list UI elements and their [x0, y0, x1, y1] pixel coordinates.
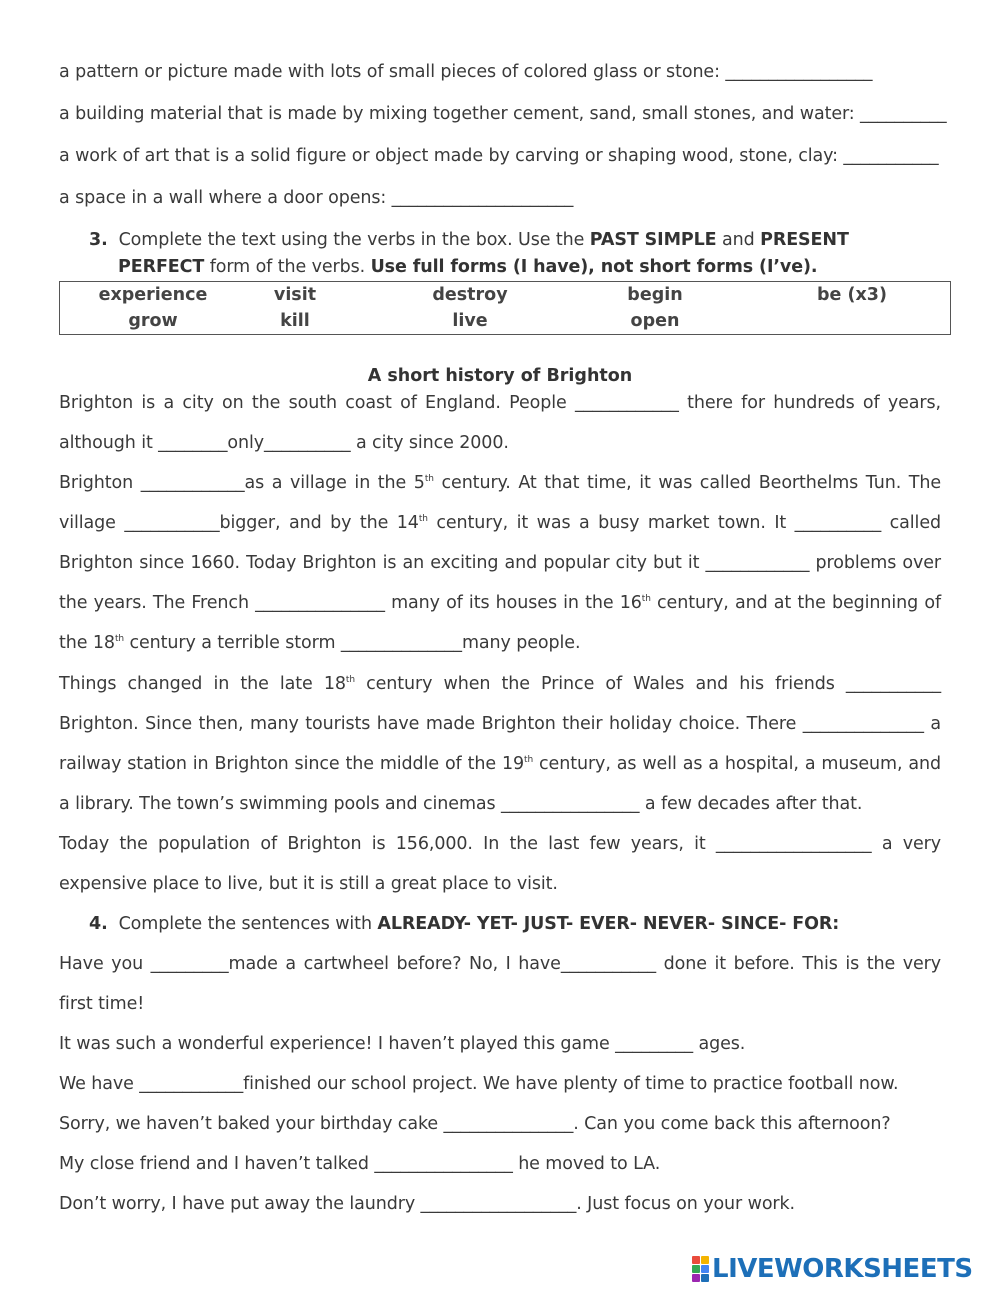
text-line: Brighton is a city on the south coast of England. People ____________ there for hundreds of years,: [59, 393, 941, 413]
text-line: although it ________only__________ a city since 2000.: [59, 433, 509, 453]
exercise-3-instruction-line1: 3. Complete the text using the verbs in the box. Use the PAST SIMPLE and PRESENT: [89, 230, 849, 250]
text-line: Things changed in the late 18th century when the Prince of Wales and his friends ___________: [59, 674, 942, 694]
sentence: first time!: [59, 994, 145, 1014]
logo-text: LIVEWORKSHEETS: [712, 1254, 973, 1284]
verb-box-cell: begin: [627, 285, 683, 305]
verb-box-cell: open: [630, 311, 680, 331]
text-line: a library. The town’s swimming pools and cinemas ________________ a few decades after that.: [59, 794, 863, 814]
definition-2: a building material that is made by mixing together cement, sand, small stones, and water: __________: [59, 104, 947, 124]
sentence: Have you _________made a cartwheel before? No, I have___________ done it before. This is the very: [59, 954, 941, 974]
verb-box-cell: live: [452, 311, 488, 331]
sentence: We have ____________finished our school project. We have plenty of time to practice football now.: [59, 1074, 899, 1094]
verb-box: [59, 281, 951, 335]
text-line: village ___________bigger, and by the 14th century, it was a busy market town. It __________ called: [59, 513, 941, 533]
text-line: the years. The French _______________ many of its houses in the 16th century, and at the beginning of: [59, 593, 942, 613]
exercise-3-instruction-line2: PERFECT form of the verbs. Use full forms (I have), not short forms (I’ve).: [118, 257, 818, 277]
text-line: expensive place to live, but it is still a great place to visit.: [59, 874, 558, 894]
text-line: railway station in Brighton since the middle of the 19th century, as well as a hospital, a museum, and: [59, 754, 941, 774]
sentence: It was such a wonderful experience! I haven’t played this game _________ ages.: [59, 1034, 746, 1054]
sentence: Don’t worry, I have put away the laundry __________________. Just focus on your work.: [59, 1194, 796, 1214]
text-line: Brighton since 1660. Today Brighton is an exciting and popular city but it ____________ problems over: [59, 553, 941, 573]
definition-4: a space in a wall where a door opens: _____________________: [59, 188, 574, 208]
liveworksheets-logo[interactable]: [692, 1254, 973, 1284]
logo-icon: [692, 1256, 709, 1282]
text-title: A short history of Brighton: [367, 366, 633, 386]
text-line: Today the population of Brighton is 156,000. In the last few years, it __________________ a very: [59, 834, 941, 854]
exercise-3-number: 3.: [89, 230, 108, 250]
text-line: Brighton ____________as a village in the 5th century. At that time, it was called Beorthelms Tun. The: [59, 473, 942, 493]
verb-box-cell: kill: [280, 311, 310, 331]
verb-box-cell: experience: [98, 285, 208, 305]
text-line: Brighton. Since then, many tourists have made Brighton their holiday choice. There ______________ a: [59, 714, 941, 734]
sentence: Sorry, we haven’t baked your birthday cake _______________. Can you come back this afternoon?: [59, 1114, 891, 1134]
exercise-4-number: 4.: [89, 914, 108, 934]
exercise-4-instruction: 4. Complete the sentences with ALREADY- YET- JUST- EVER- NEVER- SINCE- FOR:: [89, 914, 840, 934]
sentence: My close friend and I haven’t talked ________________ he moved to LA.: [59, 1154, 661, 1174]
text-line: the 18th century a terrible storm ______________many people.: [59, 633, 581, 653]
verb-box-cell: grow: [128, 311, 178, 331]
verb-box-cell: visit: [273, 285, 317, 305]
definition-1: a pattern or picture made with lots of small pieces of colored glass or stone: _________________: [59, 62, 873, 82]
verb-box-cell: destroy: [432, 285, 508, 305]
definition-3: a work of art that is a solid figure or object made by carving or shaping wood, stone, clay: ___________: [59, 146, 939, 166]
verb-box-cell: be (x3): [817, 285, 887, 305]
